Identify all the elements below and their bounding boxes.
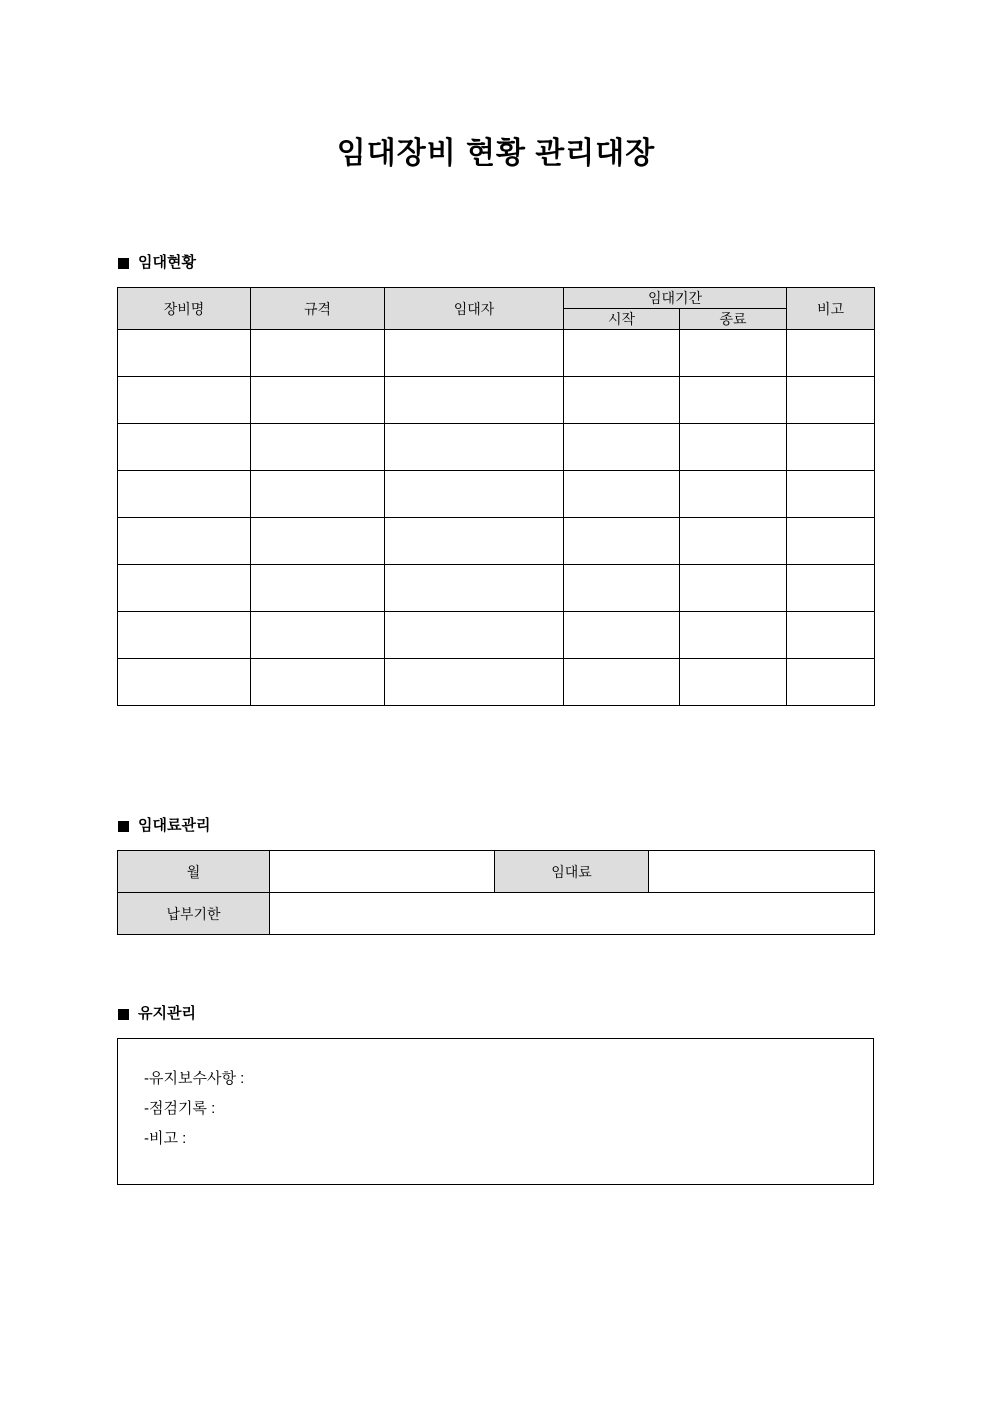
cell-spec[interactable]	[251, 659, 385, 706]
cell-equipment-name[interactable]	[118, 377, 251, 424]
cell-period-end[interactable]	[680, 565, 787, 612]
rental-status-table	[117, 287, 875, 706]
section-heading-fee-management	[118, 816, 210, 836]
cell-period-start[interactable]	[564, 377, 680, 424]
cell-remarks[interactable]	[787, 612, 875, 659]
cell-period-end[interactable]	[680, 659, 787, 706]
cell-remarks[interactable]	[787, 565, 875, 612]
rental-status-table-body	[118, 330, 875, 706]
section-heading-maintenance	[118, 1004, 196, 1024]
column-header-equipment-name: 장비명	[118, 288, 251, 330]
cell-lessee[interactable]	[385, 471, 564, 518]
section-heading-fee-management-label: 임대료관리	[138, 817, 211, 834]
table-row	[118, 565, 875, 612]
cell-period-start[interactable]	[564, 659, 680, 706]
filled-square-bullet-icon	[118, 258, 129, 269]
maintenance-notes-box[interactable]	[117, 1038, 874, 1185]
fee-label-due-date: 납부기한	[118, 893, 270, 935]
cell-equipment-name[interactable]	[118, 565, 251, 612]
cell-equipment-name[interactable]	[118, 424, 251, 471]
cell-period-end[interactable]	[680, 612, 787, 659]
column-header-remarks: 비고	[787, 288, 875, 330]
cell-spec[interactable]	[251, 471, 385, 518]
cell-period-start[interactable]	[564, 612, 680, 659]
maintenance-note-line: -비고 :	[144, 1130, 187, 1147]
cell-lessee[interactable]	[385, 424, 564, 471]
cell-remarks[interactable]	[787, 471, 875, 518]
cell-period-start[interactable]	[564, 330, 680, 377]
cell-lessee[interactable]	[385, 565, 564, 612]
cell-period-start[interactable]	[564, 565, 680, 612]
cell-equipment-name[interactable]	[118, 471, 251, 518]
section-heading-rental-status	[118, 253, 196, 273]
fee-management-table	[117, 850, 875, 935]
cell-equipment-name[interactable]	[118, 330, 251, 377]
cell-equipment-name[interactable]	[118, 518, 251, 565]
section-heading-maintenance-label: 유지관리	[138, 1005, 196, 1022]
fee-label-rental-fee: 임대료	[495, 851, 649, 893]
cell-remarks[interactable]	[787, 518, 875, 565]
table-row	[118, 518, 875, 565]
table-row	[118, 377, 875, 424]
cell-period-end[interactable]	[680, 471, 787, 518]
cell-period-start[interactable]	[564, 471, 680, 518]
rental-status-table-head	[118, 288, 875, 330]
column-header-period-start: 시작	[564, 309, 680, 330]
cell-remarks[interactable]	[787, 330, 875, 377]
cell-period-end[interactable]	[680, 424, 787, 471]
cell-lessee[interactable]	[385, 377, 564, 424]
cell-period-end[interactable]	[680, 330, 787, 377]
column-header-spec: 규격	[251, 288, 385, 330]
filled-square-bullet-icon	[118, 1009, 129, 1020]
cell-spec[interactable]	[251, 565, 385, 612]
page-title: 임대장비 현황 관리대장	[336, 137, 656, 170]
cell-period-end[interactable]	[680, 518, 787, 565]
cell-equipment-name[interactable]	[118, 612, 251, 659]
table-row	[118, 330, 875, 377]
fee-value-rental-fee[interactable]	[649, 851, 875, 893]
fee-table-row-due-date	[118, 893, 875, 935]
cell-lessee[interactable]	[385, 659, 564, 706]
cell-lessee[interactable]	[385, 612, 564, 659]
cell-period-start[interactable]	[564, 424, 680, 471]
cell-spec[interactable]	[251, 518, 385, 565]
filled-square-bullet-icon	[118, 821, 129, 832]
section-heading-rental-status-label: 임대현황	[138, 254, 196, 271]
cell-remarks[interactable]	[787, 659, 875, 706]
table-row	[118, 659, 875, 706]
cell-period-end[interactable]	[680, 377, 787, 424]
cell-spec[interactable]	[251, 424, 385, 471]
cell-period-start[interactable]	[564, 518, 680, 565]
cell-lessee[interactable]	[385, 330, 564, 377]
table-row	[118, 612, 875, 659]
cell-spec[interactable]	[251, 330, 385, 377]
cell-remarks[interactable]	[787, 424, 875, 471]
table-row	[118, 471, 875, 518]
maintenance-note-line: -유지보수사항 :	[144, 1070, 245, 1087]
table-header-row-top	[118, 288, 875, 309]
cell-lessee[interactable]	[385, 518, 564, 565]
fee-value-due-date[interactable]	[270, 893, 875, 935]
maintenance-note-line: -점검기록 :	[144, 1100, 216, 1117]
cell-spec[interactable]	[251, 377, 385, 424]
cell-spec[interactable]	[251, 612, 385, 659]
column-header-lessee: 임대자	[385, 288, 564, 330]
maintenance-notes-list	[118, 1039, 873, 1154]
column-header-rental-period: 임대기간	[564, 288, 787, 309]
fee-table-row-month	[118, 851, 875, 893]
table-row	[118, 424, 875, 471]
fee-value-month[interactable]	[270, 851, 495, 893]
cell-equipment-name[interactable]	[118, 659, 251, 706]
column-header-period-end: 종료	[680, 309, 787, 330]
fee-label-month: 월	[118, 851, 270, 893]
cell-remarks[interactable]	[787, 377, 875, 424]
